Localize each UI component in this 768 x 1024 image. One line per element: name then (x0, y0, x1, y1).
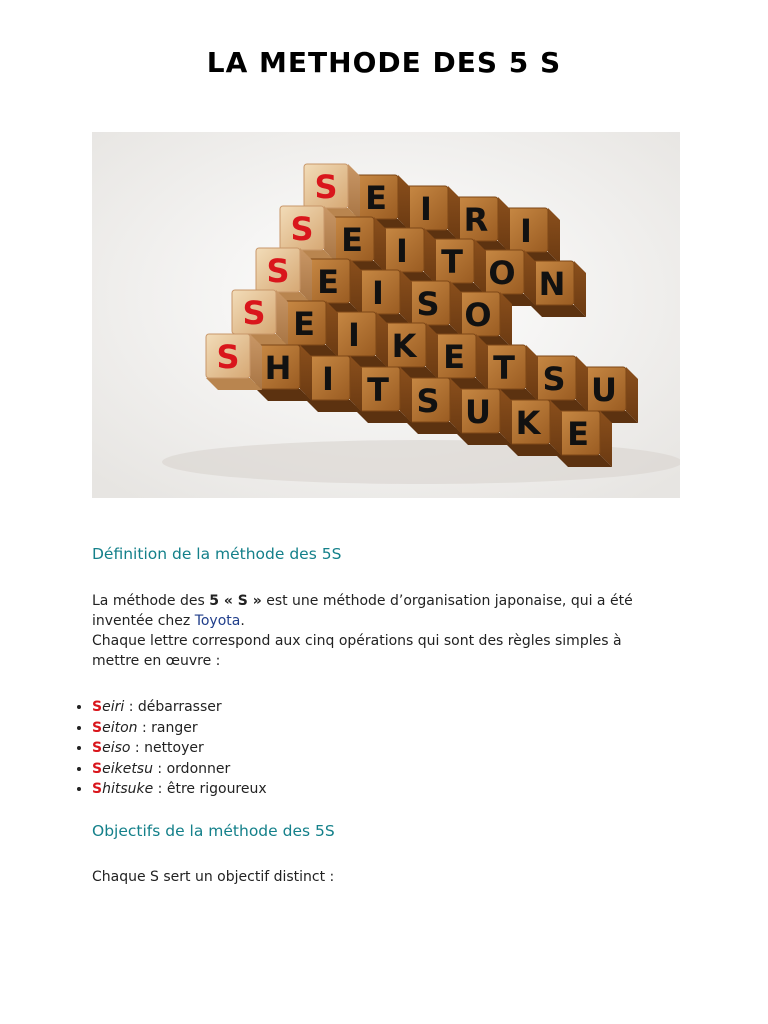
red-s-cube (206, 334, 262, 390)
item-term: eiri (102, 699, 125, 715)
item-term: eiton (102, 719, 138, 736)
cube-letter: E (293, 305, 315, 343)
para-text-2: est une méthode d’organisation japonaise, qui a été inventée chez (92, 593, 633, 629)
cube-letter: I (348, 316, 360, 354)
letter-cube (256, 345, 312, 401)
cube-letter: N (538, 265, 566, 303)
para-bold-5s: 5 « S » (209, 593, 262, 609)
item-term: eiketsu (102, 760, 153, 777)
intro-paragraph (92, 591, 662, 671)
letter-cube (456, 389, 512, 445)
cube-letter: O (464, 296, 492, 334)
list-item (92, 779, 267, 800)
cube-letter: E (443, 338, 465, 376)
item-desc: : ranger (137, 719, 198, 736)
letter-cube (530, 261, 586, 317)
item-initial: S (92, 699, 103, 715)
item-term: hitsuke (102, 781, 154, 797)
cube-letter: T (493, 349, 515, 387)
cube-letter: S (216, 338, 240, 376)
item-initial: S (92, 740, 103, 756)
cube-letter: O (488, 254, 516, 292)
section-heading-definition: Définition de la méthode des 5S (92, 545, 342, 563)
page-title: LA METHODE DES 5 S (206, 46, 562, 79)
cube-letter: T (367, 371, 389, 409)
cube-letter: H (264, 349, 292, 387)
item-desc: : être rigoureux (153, 781, 267, 797)
cube-letter: I (372, 274, 384, 312)
cube-letter: S (416, 382, 440, 420)
cube-letter: I (322, 360, 334, 398)
cube-letter: I (420, 190, 432, 228)
cube-letter: T (441, 243, 463, 281)
letter-cube (306, 356, 362, 412)
cube-letter: S (314, 168, 338, 206)
five-s-list (60, 697, 267, 800)
item-desc: : nettoyer (130, 740, 204, 756)
cube-letter: K (515, 404, 541, 442)
cube-letter: S (290, 210, 314, 248)
item-initial: S (92, 760, 103, 777)
letter-cube (556, 411, 612, 467)
cube-letter: S (266, 252, 290, 290)
cube-letter: I (396, 232, 408, 270)
cube-letter: R (463, 201, 489, 239)
cube-letter: E (567, 415, 589, 453)
list-item (92, 759, 267, 780)
cube-letter: S (542, 360, 566, 398)
item-term: eiso (102, 740, 131, 756)
list-item (92, 697, 267, 718)
item-initial: S (92, 781, 103, 797)
objectifs-text: Chaque S sert un objectif distinct : (92, 869, 335, 885)
para-text-1: La méthode des (92, 593, 210, 609)
letter-cube (506, 400, 562, 456)
cube-letter: U (465, 393, 491, 431)
five-s-cubes-image (92, 132, 680, 498)
cube-letter: K (391, 327, 417, 365)
list-item (92, 718, 267, 739)
letter-cube (356, 367, 412, 423)
item-desc: : débarrasser (124, 699, 222, 715)
toyota-link[interactable]: Toyota (194, 613, 241, 629)
item-desc: : ordonner (152, 760, 231, 777)
para-text-3: . (240, 613, 245, 629)
cube-letter: E (341, 221, 363, 259)
cube-letter: I (520, 212, 532, 250)
para-line-2: Chaque lettre correspond aux cinq opérations qui sont des règles simples à mettre en œuvre : (92, 633, 622, 669)
cube-letter: U (591, 371, 617, 409)
cube-letter: E (365, 179, 387, 217)
section-heading-objectifs: Objectifs de la méthode des 5S (92, 822, 335, 840)
letter-cube (406, 378, 462, 434)
cube-letter: S (416, 285, 440, 323)
list-item (92, 738, 267, 759)
cube-letter: E (317, 263, 339, 301)
cube-letter: S (242, 294, 266, 332)
item-initial: S (92, 719, 103, 736)
